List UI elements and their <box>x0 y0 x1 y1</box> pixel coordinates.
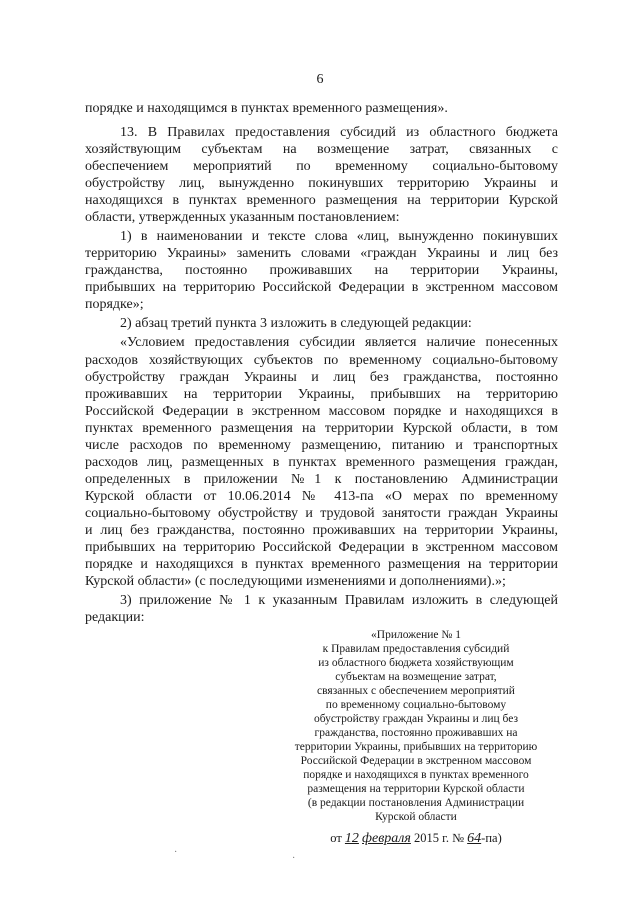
appendix-line: размещения на территории Курской области <box>307 783 525 795</box>
appendix-line: (в редакции постановления Администрации <box>307 797 525 809</box>
body-line: прибывших на территорию Российской Федерации в экстренном массовом <box>85 280 558 295</box>
date-month: февраля <box>362 831 411 846</box>
date-line <box>256 832 576 846</box>
body-line: «Условием предоставления субсидии является наличие понесенных <box>120 335 558 350</box>
body-line: территорию Украины» заменить словами «граждан Украины и лиц без <box>85 246 558 261</box>
appendix-line: обустройству граждан Украины и лиц без <box>313 713 519 725</box>
appendix-line: территории Украины, прибывших на территорию <box>294 741 538 753</box>
appendix-line: субъектам на возмещение затрат, <box>335 671 497 683</box>
body-line: порядке»; <box>85 297 144 312</box>
appendix-line: порядке и находящихся в пунктах временного <box>303 769 529 781</box>
appendix-line: Российской Федерации в экстренном массовом <box>300 755 532 767</box>
body-line: и лиц без гражданства, постоянно проживавших на территории Украины, <box>85 523 558 538</box>
appendix-line: из областного бюджета хозяйствующим <box>318 657 514 669</box>
body-line: редакции: <box>85 610 145 625</box>
body-line: определенных в приложении №1 к постановлению Администрации <box>85 472 558 487</box>
body-line: гражданства, постоянно проживавших на территории Украины, <box>85 263 558 278</box>
body-line: прибывших на территорию Российской Федерации в экстренном массовом <box>85 540 558 555</box>
date-day: 12 <box>344 831 359 846</box>
body-line: социально-бытовому обустройству и трудовой занятости граждан Украины <box>85 506 558 521</box>
body-line: обеспечением мероприятий по временному социально-бытовому <box>85 159 558 174</box>
body-line: порядке и находящихся в пунктах временного размещения на территории <box>85 557 558 572</box>
body-line: обустройству граждан Украины и лиц без гражданства, постоянно <box>85 370 558 385</box>
body-line: Курской области от 10.06.2014 № 413-па «О мерах по временному <box>85 489 558 504</box>
body-line: числе расходов по временному размещению, питанию и транспортных <box>85 438 558 453</box>
body-line: расходов лиц, размещенных в пунктах временного размещения граждан, <box>85 455 558 470</box>
page-number: 6 <box>316 72 324 87</box>
appendix-line: связанных с обеспечением мероприятий <box>317 685 515 697</box>
body-line: порядке и находящимся в пунктах временного размещения». <box>85 101 448 116</box>
appendix-line: к Правилам предоставления субсидий <box>322 643 510 655</box>
body-line: области, утвержденных указанным постановлением: <box>85 210 400 225</box>
body-line: находящихся в пунктах временного размещения на территории Курской <box>85 193 558 208</box>
body-line: хозяйствующим субъектам на возмещение затрат, связанных с <box>85 142 558 157</box>
body-line: проживавших на территории Украины, прибывших на территорию <box>85 387 558 402</box>
body-line: 2) абзац третий пункта 3 изложить в следующей редакции: <box>120 316 472 331</box>
document-number: 64 <box>467 831 482 846</box>
scan-artifact: · <box>292 853 296 864</box>
date-year: 2015 г. № <box>414 831 465 845</box>
body-line: 13. В Правилах предоставления субсидий из областного бюджета <box>120 125 558 140</box>
scan-artifact: · <box>174 847 178 858</box>
body-line: 1) в наименовании и тексте слова «лиц, вынужденно покинувших <box>120 229 558 244</box>
body-line: обустройству лиц, вынужденно покинувших территорию Украины и <box>85 176 558 191</box>
body-line: Российской Федерации в экстренном массовом порядке и находящихся в <box>85 404 558 419</box>
date-suffix: -па) <box>481 831 502 845</box>
body-line: расходов хозяйствующих субъектов по временному социально-бытовому <box>85 353 558 368</box>
body-line: пунктах временного размещения на территории Курской области, в том <box>85 421 558 436</box>
appendix-line: по временному социально-бытовому <box>325 699 507 711</box>
date-prefix: от <box>330 831 342 845</box>
body-line: 3) приложение № 1 к указанным Правилам изложить в следующей <box>120 593 558 608</box>
appendix-line: Курской области <box>375 811 457 823</box>
body-line: Курской области» (с последующими изменениями и дополнениями).»; <box>85 574 506 589</box>
appendix-line: гражданства, постоянно проживавших на <box>314 727 518 739</box>
appendix-line: «Приложение № 1 <box>371 629 461 641</box>
